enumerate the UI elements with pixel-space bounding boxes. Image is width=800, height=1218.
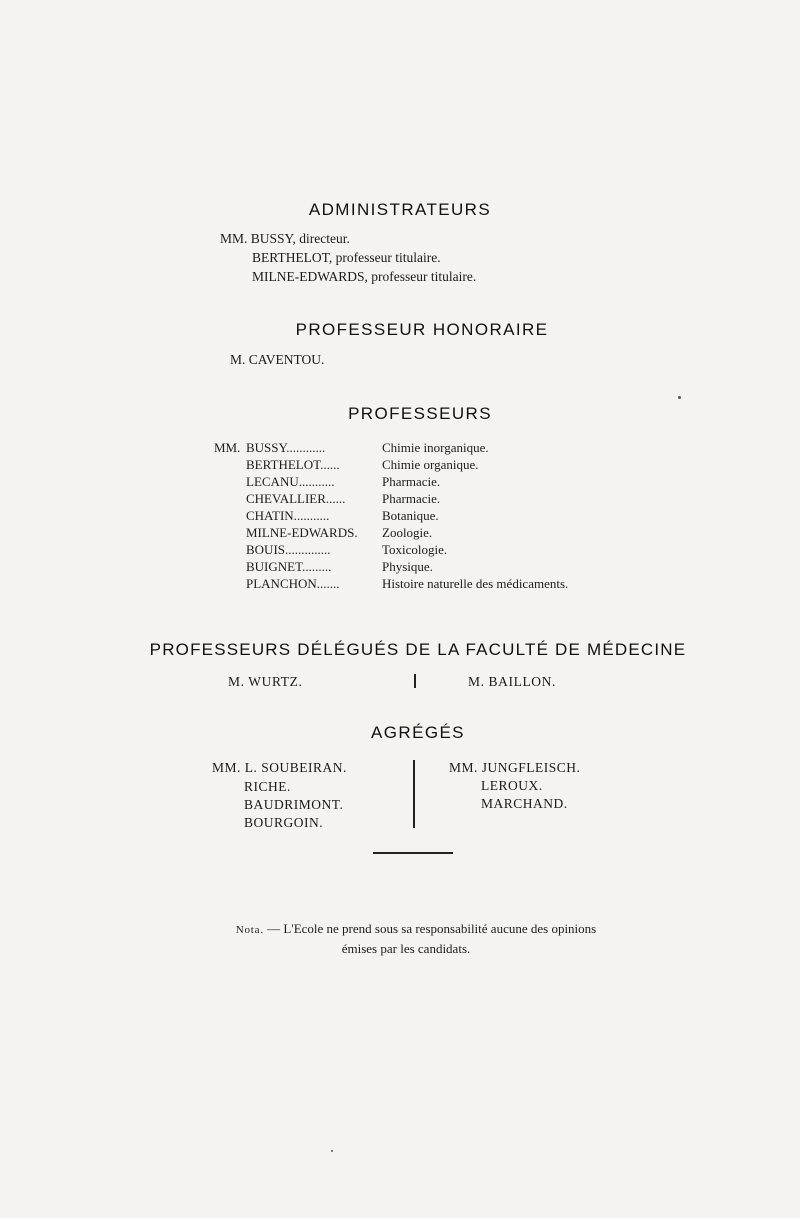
professor-subject: Botanique.	[382, 508, 439, 523]
nota-label: Nota.	[235, 924, 264, 936]
section-separator	[373, 852, 453, 854]
delegues-divider	[414, 674, 416, 688]
agrege-name: BAUDRIMONT.	[244, 797, 344, 812]
professor-name: LECANU...........	[246, 474, 335, 489]
professor-subject: Zoologie.	[382, 525, 433, 540]
admin-prefix: MM.	[220, 231, 248, 246]
administrateurs-heading: ADMINISTRATEURS	[308, 200, 492, 219]
agrege-name: L. SOUBEIRAN.	[244, 760, 347, 775]
professor-name: MILNE-EDWARDS.	[246, 525, 358, 540]
honoraire-heading: PROFESSEUR HONORAIRE	[295, 320, 549, 339]
professor-name: BUSSY............	[246, 440, 326, 455]
paper-speck	[331, 1150, 333, 1152]
nota-line-1	[16, 920, 800, 939]
professor-row	[0, 576, 800, 593]
professor-row	[0, 491, 800, 508]
agreges-left-prefix: MM.	[212, 760, 241, 775]
admin-line-3: MILNE-EDWARDS, professeur titulaire.	[252, 269, 477, 284]
professor-subject: Pharmacie.	[382, 491, 441, 506]
admin-line-2: BERTHELOT, professeur titulaire.	[252, 250, 441, 265]
agrege-name: LEROUX.	[481, 778, 543, 793]
professor-row	[0, 559, 800, 576]
professeurs-prefix: MM.	[214, 440, 241, 455]
professor-name: BERTHELOT......	[246, 457, 340, 472]
professor-row	[0, 525, 800, 542]
delegue-left: M. WURTZ.	[228, 674, 303, 689]
professor-row	[0, 457, 800, 474]
professor-name: CHEVALLIER......	[246, 491, 346, 506]
professor-row	[0, 542, 800, 559]
professor-name: BOUIS..............	[246, 542, 331, 557]
agrege-right-row	[449, 760, 580, 776]
agrege-name: JUNGFLEISCH.	[481, 760, 581, 775]
agrege-name: MARCHAND.	[481, 796, 568, 811]
delegue-right: M. BAILLON.	[468, 674, 556, 689]
professor-subject: Chimie organique.	[382, 457, 479, 472]
professor-row	[0, 474, 800, 491]
agrege-name: RICHE.	[244, 779, 291, 794]
delegues-heading: PROFESSEURS DÉLÉGUÉS DE LA FACULTÉ DE MÉDECINE	[149, 640, 687, 659]
admin-text-1: BUSSY, directeur.	[250, 231, 350, 246]
paper-speck	[678, 396, 681, 399]
professor-subject: Toxicologie.	[382, 542, 448, 557]
agreges-divider	[413, 760, 415, 828]
agreges-heading: AGRÉGÉS	[371, 723, 465, 742]
agrege-left-row	[212, 760, 347, 776]
professor-subject: Chimie inorganique.	[382, 440, 489, 455]
professor-row	[0, 440, 800, 457]
professor-subject: Histoire naturelle des médicaments.	[382, 576, 569, 591]
nota-line-2: émises par les candidats.	[341, 941, 471, 956]
nota-text-1: — L'Ecole ne prend sous sa responsabilité aucune des opinions	[267, 921, 597, 936]
professor-subject: Pharmacie.	[382, 474, 441, 489]
professeurs-heading: PROFESSEURS	[348, 404, 492, 423]
professor-name: BUIGNET.........	[246, 559, 332, 574]
agrege-name: BOURGOIN.	[244, 815, 324, 830]
agreges-right-prefix: MM.	[449, 760, 478, 775]
professor-row	[0, 508, 800, 525]
professor-subject: Physique.	[382, 559, 433, 574]
honoraire-line: M. CAVENTOU.	[230, 352, 325, 367]
admin-line-1	[220, 231, 350, 247]
professor-name: PLANCHON.......	[246, 576, 340, 591]
professor-name: CHATIN...........	[246, 508, 330, 523]
